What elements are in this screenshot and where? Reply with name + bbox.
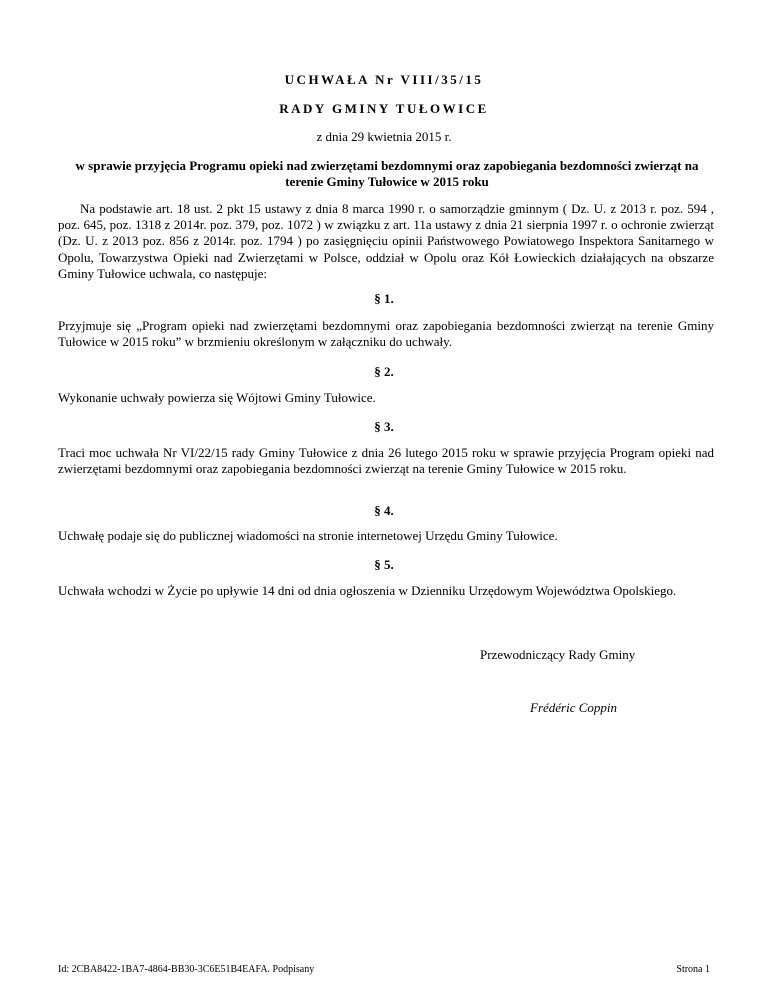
- resolution-subject: w sprawie przyjęcia Programu opieki nad zwierzętami bezdomnymi oraz zapobiegania bezdomności zwierząt na terenie Gminy Tułowice w 2015 roku: [75, 158, 699, 189]
- council-name: RADY GMINY TUŁOWICE: [279, 101, 489, 116]
- section-5-text: Uchwała wchodzi w Życie po upływie 14 dni od dnia ogłoszenia w Dzienniku Urzędowym Województwa Opolskiego.: [58, 583, 677, 598]
- signatory-role: Przewodniczący Rady Gminy: [480, 647, 636, 662]
- section-1-heading: § 1.: [374, 291, 394, 306]
- resolution-date: z dnia 29 kwietnia 2015 r.: [316, 129, 452, 144]
- section-4-heading: § 4.: [374, 503, 394, 518]
- section-5-heading: § 5.: [374, 557, 394, 572]
- section-3-text: Traci moc uchwała Nr VI/22/15 rady Gminy Tułowice z dnia 26 lutego 2015 roku w sprawie przyjęcia Program opieki nad zwierzętami bezdomnymi oraz zapobiegania bezdomności zwierząt na terenie Gminy Tułowice w 2015 roku.: [58, 445, 714, 477]
- section-2-heading: § 2.: [374, 364, 394, 379]
- resolution-number: UCHWAŁA Nr VIII/35/15: [284, 72, 484, 87]
- section-4-text: Uchwałę podaje się do publicznej wiadomości na stronie internetowej Urzędu Gminy Tułowice.: [58, 528, 558, 543]
- document-id: Id: 2CBA8422-1BA7-4864-BB30-3C6E51B4EAFA. Podpisany: [58, 964, 315, 975]
- page-number: Strona 1: [676, 964, 710, 975]
- signatory-name: Frédéric Coppin: [530, 700, 618, 715]
- section-2-text: Wykonanie uchwały powierza się Wójtowi Gminy Tułowice.: [58, 390, 376, 405]
- section-3-heading: § 3.: [374, 419, 394, 434]
- section-1-text: Przyjmuje się „Program opieki nad zwierzętami bezdomnymi oraz zapobiegania bezdomności zwierząt na terenie Gminy Tułowice w 2015 roku” w brzmieniu określonym w załączniku do uchwały.: [58, 318, 714, 350]
- preamble: Na podstawie art. 18 ust. 2 pkt 15 ustawy z dnia 8 marca 1990 r. o samorządzie gminnym ( Dz. U. z 2013 r. poz. 594 , poz. 645, poz. 1318 z 2014r. poz. 379, poz. 1072 ) w związku z art. 11a ustawy z dnia 21 sierpnia 1997 r. o ochronie zwierząt (Dz. U. z 2013 poz. 856 z 2014r. poz. 1794 ) po zasięgnięciu opinii Państwowego Powiatowego Inspektora Sanitarnego w Opolu, Towarzystwa Opieki nad Zwierzętami w Polsce, oddział w Opolu oraz Kół Łowieckich działających na obszarze Gminy Tułowice uchwala, co następuje:: [58, 201, 714, 281]
